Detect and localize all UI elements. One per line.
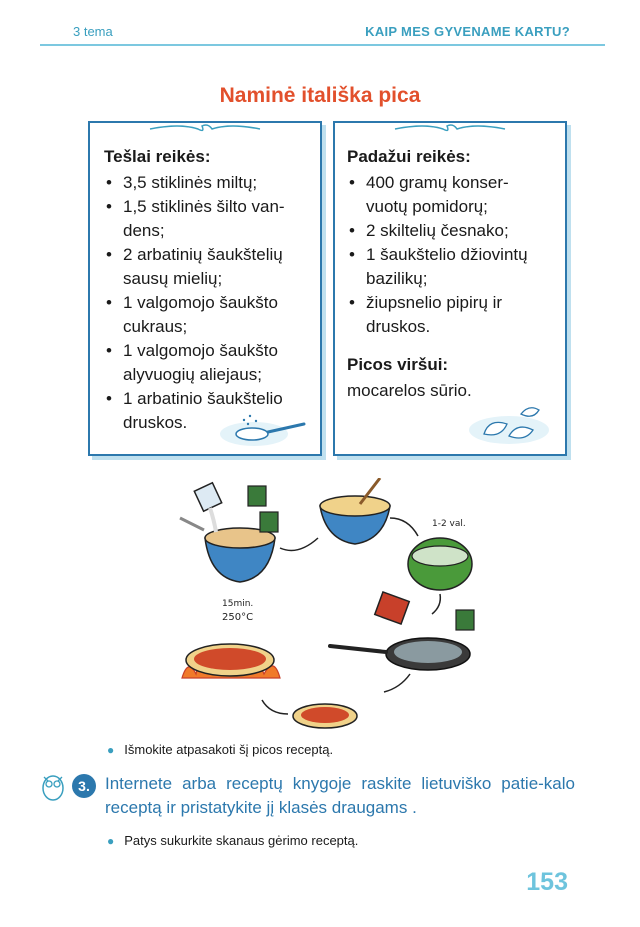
arrow-icon bbox=[384, 674, 410, 692]
arrow-icon bbox=[432, 594, 440, 614]
arrow-icon bbox=[390, 518, 418, 536]
topping-heading: Picos viršui: bbox=[347, 355, 449, 374]
dough-heading: Tešlai reikės: bbox=[104, 147, 211, 166]
owl-icon bbox=[40, 771, 66, 801]
topping-text: mocarelos sūrio. bbox=[347, 381, 472, 400]
page-title: Naminė itališka pica bbox=[219, 84, 421, 107]
list-item: • 400 gramų konser- vuotų pomidorų; bbox=[347, 171, 561, 219]
tomato-jar-icon bbox=[375, 592, 474, 630]
dough-bowl-icon bbox=[320, 478, 390, 544]
bullet-icon: ● bbox=[107, 743, 115, 757]
bullet-icon: ● bbox=[107, 834, 115, 848]
bake-temp-label: 250°C bbox=[222, 612, 254, 623]
task-text: Internete arba receptų knygoje raskite lietuviško patie-kalo receptą ir pristatykite jį klasės draugams . bbox=[105, 774, 575, 817]
covered-bowl-icon bbox=[408, 538, 472, 590]
frying-pan-icon bbox=[330, 638, 470, 670]
pizza-base-icon bbox=[293, 704, 357, 728]
arrow-icon bbox=[262, 700, 288, 714]
salt-spoon-icon bbox=[214, 408, 314, 448]
sauce-heading: Padažui reikės: bbox=[347, 147, 471, 166]
sauce-ingredients-box bbox=[333, 121, 567, 456]
spoon-icon bbox=[180, 518, 204, 530]
decorative-swirl-icon bbox=[90, 121, 320, 135]
pizza-steps-illustration bbox=[170, 478, 500, 733]
dough-list bbox=[104, 171, 314, 435]
list-item: • 2 skiltelių česnako; bbox=[347, 219, 561, 243]
measuring-cup-icon bbox=[194, 483, 221, 532]
task-number-badge: 3. bbox=[72, 774, 96, 798]
list-item: • 1 šaukštelio džiovintų bazilikų; bbox=[347, 243, 561, 291]
arrow-icon bbox=[280, 538, 318, 550]
list-item: • 2 arbatinių šaukštelių sausų mielių; bbox=[104, 243, 314, 291]
list-item: • žiupsnelio pipirų ir druskos. bbox=[347, 291, 561, 339]
list-item: • 1 arbatinio šaukštelio druskos. bbox=[104, 387, 314, 435]
list-item: • 1,5 stiklinės šilto van- dens; bbox=[104, 195, 314, 243]
baking-pizza-icon bbox=[182, 644, 280, 678]
basil-leaves-icon bbox=[459, 398, 559, 448]
section-title: KAIP MES GYVENAME KARTU? bbox=[365, 24, 570, 39]
dough-ingredients-box bbox=[88, 121, 322, 456]
list-item: • 1 valgomojo šaukšto alyvuogių aliejaus; bbox=[104, 339, 314, 387]
bullet-item: ● Išmokite atpasakoti šį picos receptą. bbox=[107, 742, 334, 757]
chapter-label: 3 tema bbox=[73, 24, 113, 39]
sauce-list bbox=[347, 171, 561, 339]
rise-time-label: 1-2 val. bbox=[432, 519, 466, 529]
bullet-item: ● Patys sukurkite skanaus gėrimo receptą. bbox=[107, 833, 359, 848]
yeast-packet-icon bbox=[248, 486, 278, 532]
mixing-bowl-icon bbox=[205, 528, 275, 582]
bake-time-label: 15min. bbox=[222, 599, 254, 609]
header-divider bbox=[40, 44, 605, 46]
list-item: • 1 valgomojo šaukšto cukraus; bbox=[104, 291, 314, 339]
decorative-swirl-icon bbox=[335, 121, 565, 135]
page-number: 153 bbox=[526, 868, 568, 896]
list-item: • 3,5 stiklinės miltų; bbox=[104, 171, 314, 195]
